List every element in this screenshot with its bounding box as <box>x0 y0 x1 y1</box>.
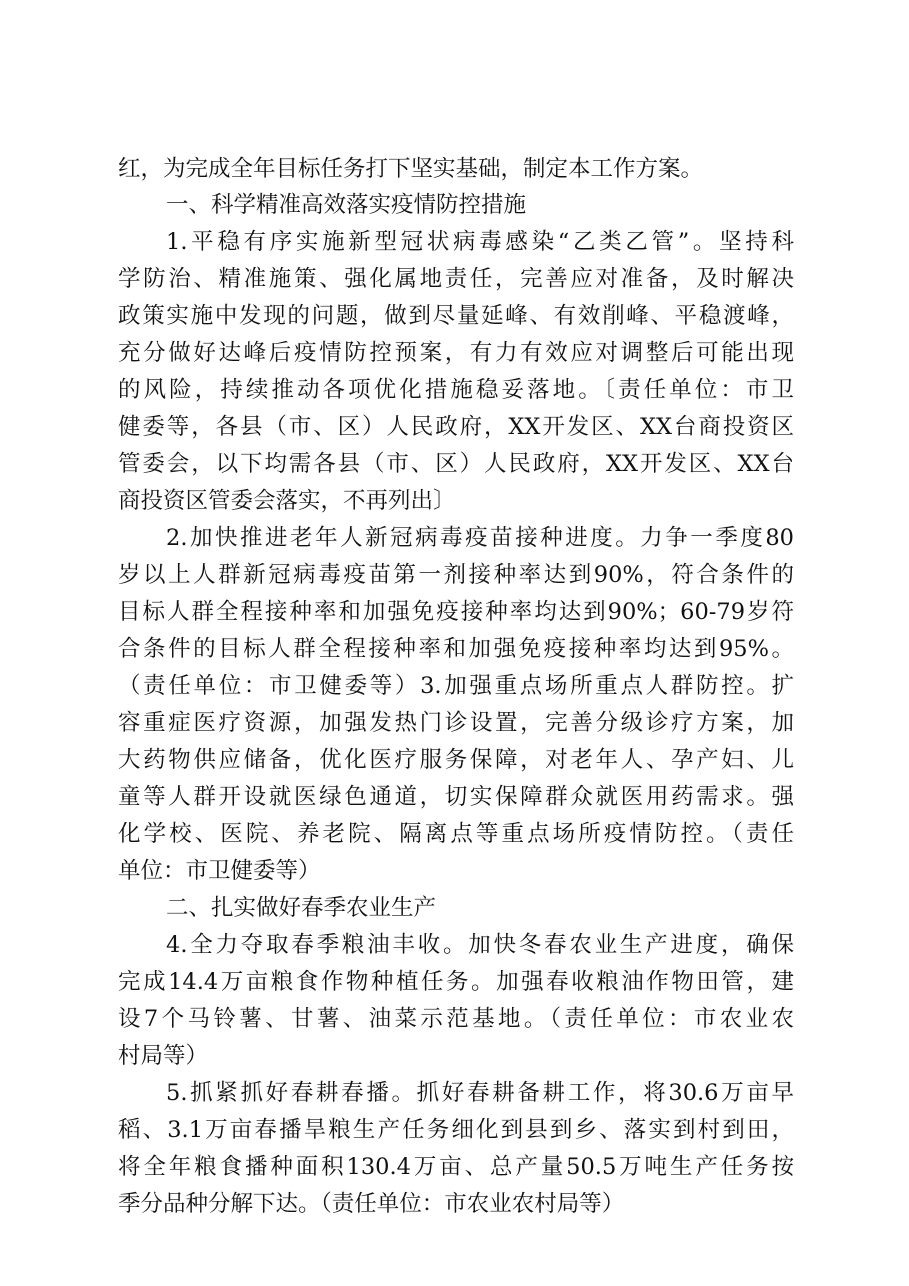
text-line: 4.全力夺取春季粮油丰收。加快冬春农业生产进度，确保 <box>166 932 794 958</box>
text-line: 学防治、精准施策、强化属地责任，完善应对准备，及时解决 <box>118 266 794 292</box>
text-line: 单位：市卫健委等） <box>118 858 321 884</box>
text-line: 1.平稳有序实施新型冠状病毒感染“乙类乙管”。坚持科 <box>166 229 794 255</box>
text-line: 目标人群全程接种率和加强免疫接种率均达到90%；60-79岁符 <box>118 599 794 625</box>
text-line: 童等人群开设就医绿色通道，切实保障群众就医用药需求。强 <box>118 784 794 810</box>
text-line: 2.加快推进老年人新冠病毒疫苗接种进度。力争一季度80 <box>166 525 794 551</box>
text-line: 政策实施中发现的问题，做到尽量延峰、有效削峰、平稳渡峰， <box>118 303 794 329</box>
text-line: （责任单位：市卫健委等）3.加强重点场所重点人群防控。扩 <box>118 673 794 699</box>
text-line: 充分做好达峰后疫情防控预案，有力有效应对调整后可能出现 <box>118 340 794 366</box>
section-heading: 二、扎实做好春季农业生产 <box>166 895 437 921</box>
section-heading: 一、科学精准高效落实疫情防控措施 <box>166 192 527 218</box>
text-line: 商投资区管委会落实，不再列出〕 <box>118 488 456 514</box>
text-line: 设7个马铃薯、甘薯、油菜示范基地。（责任单位：市农业农 <box>118 1006 794 1032</box>
text-line: 健委等，各县（市、区）人民政府，XX开发区、XX台商投资区 <box>118 414 794 440</box>
text-line: 管委会，以下均需各县（市、区）人民政府，XX开发区、XX台 <box>118 451 794 477</box>
text-line: 季分品种分解下达。（责任单位：市农业农村局等） <box>118 1191 625 1217</box>
text-line: 完成14.4万亩粮食作物种植任务。加强春收粮油作物田管，建 <box>118 969 794 995</box>
text-line: 化学校、医院、养老院、隔离点等重点场所疫情防控。（责任 <box>118 821 794 847</box>
text-line: 村局等） <box>118 1043 209 1069</box>
text-line: 大药物供应储备，优化医疗服务保障，对老年人、孕产妇、儿 <box>118 747 794 773</box>
text-line: 稻、3.1万亩春播旱粮生产任务细化到县到乡、落实到村到田， <box>118 1117 794 1143</box>
text-line: 岁以上人群新冠病毒疫苗第一剂接种率达到90%，符合条件的 <box>118 562 794 588</box>
text-line: 容重症医疗资源，加强发热门诊设置，完善分级诊疗方案，加 <box>118 710 794 736</box>
text-line: 的风险，持续推动各项优化措施稳妥落地。〔责任单位：市卫 <box>118 377 794 403</box>
text-line: 5.抓紧抓好春耕春播。抓好春耕备耕工作，将30.6万亩早 <box>166 1080 794 1106</box>
text-line: 将全年粮食播种面积130.4万亩、总产量50.5万吨生产任务按 <box>118 1154 794 1180</box>
text-line: 红，为完成全年目标任务打下坚实基础，制定本工作方案。 <box>118 156 704 182</box>
text-line: 合条件的目标人群全程接种率和加强免疫接种率均达到95%。 <box>118 636 794 662</box>
